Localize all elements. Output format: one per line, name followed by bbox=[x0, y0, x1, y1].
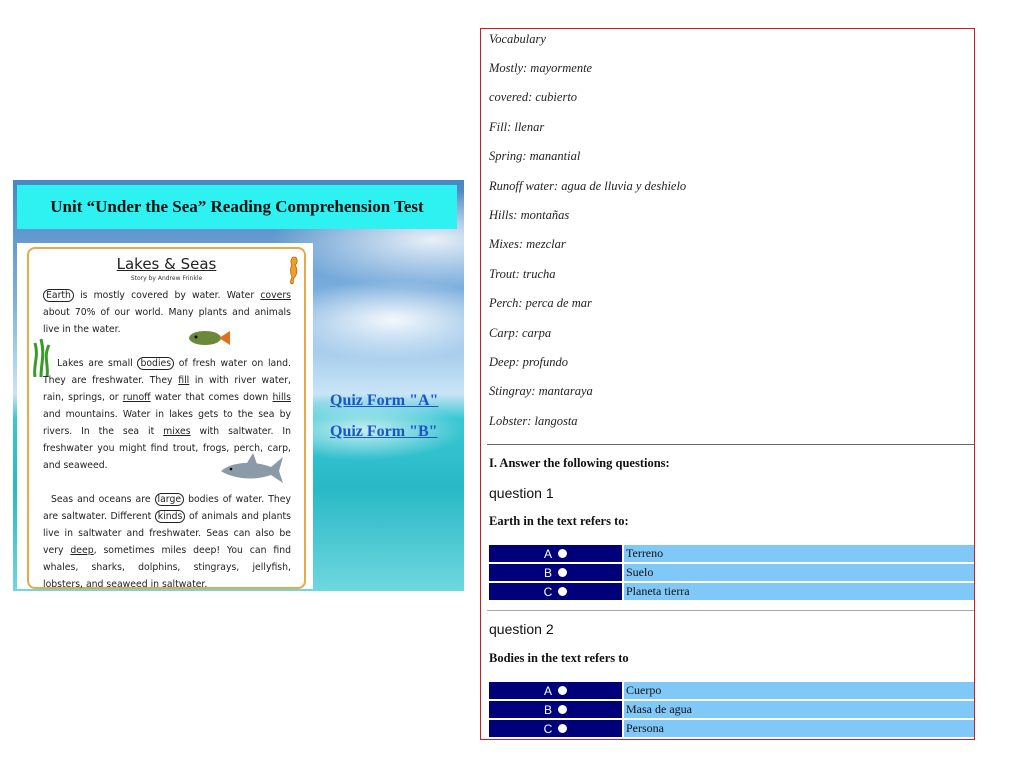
story-title: Lakes & Seas bbox=[116, 255, 217, 273]
vocab-item: Runoff water: agua de lluvia y deshielo bbox=[489, 179, 687, 193]
vocab-item: Hills: montañas bbox=[489, 208, 570, 222]
option-text[interactable]: Masa de agua bbox=[624, 701, 975, 718]
divider bbox=[487, 610, 975, 611]
story-paragraph-2: Lakes are small bodies of fresh water on land. They are freshwater. They fill in with river water, rain, springs, or runoff water that comes down hills and mountains. Water in lakes gets to the sea by rivers. In the sea it mixes with saltwater. In freshwater you might find trout, frogs, perch, carp, and seaweed. bbox=[43, 358, 291, 471]
vocabulary-heading: Vocabulary bbox=[489, 32, 546, 46]
option-letter: C bbox=[543, 721, 553, 736]
option-letter: A bbox=[543, 683, 552, 698]
question-1-option-b[interactable] bbox=[489, 564, 975, 581]
vocab-item: Spring: manantial bbox=[489, 149, 581, 163]
story-paragraph-3: Seas and oceans are large bodies of water. They are saltwater. Different kinds of animals and plants live in saltwater and freshwater. Seas can also be very deep, sometimes miles deep! You can find whales, sharks, dolphins, stingrays, jellyfish, lobsters, and seaweed in saltwater. bbox=[43, 494, 291, 590]
story-author: Story by Andrew Frinkle bbox=[130, 275, 203, 282]
fish-icon bbox=[187, 329, 231, 347]
option-letter-cell bbox=[489, 583, 622, 600]
section-heading: I. Answer the following questions: bbox=[489, 456, 670, 470]
option-letter: C bbox=[543, 584, 553, 599]
question-2-option-a[interactable] bbox=[489, 682, 975, 699]
vocab-item: Deep: profundo bbox=[489, 355, 569, 369]
radio-button[interactable] bbox=[558, 705, 567, 714]
vocab-item: Carp: carpa bbox=[489, 326, 552, 340]
option-letter-cell bbox=[489, 682, 622, 699]
option-text[interactable]: Planeta tierra bbox=[624, 583, 975, 600]
quiz-links bbox=[330, 392, 438, 454]
shark-icon bbox=[219, 453, 285, 485]
vocab-item: Stingray: mantaraya bbox=[489, 384, 593, 398]
vocab-item: Perch: perca de mar bbox=[489, 296, 592, 310]
vocab-item: Mostly: mayormente bbox=[489, 61, 593, 75]
option-letter-cell bbox=[489, 545, 622, 562]
story-frame bbox=[27, 247, 306, 589]
divider bbox=[487, 444, 975, 445]
option-letter: B bbox=[543, 702, 552, 717]
option-text[interactable]: Terreno bbox=[624, 545, 975, 562]
option-text[interactable]: Suelo bbox=[624, 564, 975, 581]
vocab-item: Mixes: mezclar bbox=[489, 237, 566, 251]
option-letter-cell bbox=[489, 701, 622, 718]
question-2-prompt: Bodies in the text refers to bbox=[489, 651, 629, 665]
story-card bbox=[17, 243, 313, 589]
radio-button[interactable] bbox=[558, 568, 567, 577]
option-text[interactable]: Cuerpo bbox=[624, 682, 975, 699]
option-letter-cell bbox=[489, 564, 622, 581]
radio-button[interactable] bbox=[558, 686, 567, 695]
vocab-item: Lobster: langosta bbox=[489, 414, 578, 428]
radio-button[interactable] bbox=[558, 549, 567, 558]
quiz-form-b-link[interactable]: Quiz Form "B" bbox=[330, 423, 438, 440]
banner bbox=[17, 185, 457, 229]
radio-button[interactable] bbox=[558, 587, 567, 596]
question-1-title: question 1 bbox=[489, 485, 554, 501]
vocab-item: Trout: trucha bbox=[489, 267, 556, 281]
question-2-option-b[interactable] bbox=[489, 701, 975, 718]
question-1-option-c[interactable] bbox=[489, 583, 975, 600]
question-1-prompt: Earth in the text refers to: bbox=[489, 514, 629, 528]
option-letter: A bbox=[543, 546, 552, 561]
banner-title: Unit “Under the Sea” Reading Comprehension Test bbox=[50, 197, 424, 216]
question-1-option-a[interactable] bbox=[489, 545, 975, 562]
seahorse-icon bbox=[286, 255, 300, 285]
question-2-option-c[interactable] bbox=[489, 720, 975, 737]
option-letter: B bbox=[543, 565, 552, 580]
option-text[interactable]: Persona bbox=[624, 720, 975, 737]
left-panel bbox=[13, 180, 464, 591]
question-2-title: question 2 bbox=[489, 621, 554, 637]
story-paragraph-1: Earth is mostly covered by water. Water covers about 70% of our world. Many plants and animals live in the water. bbox=[43, 290, 291, 335]
option-letter-cell bbox=[489, 720, 622, 737]
vocab-item: covered: cubierto bbox=[489, 90, 578, 104]
radio-button[interactable] bbox=[558, 724, 567, 733]
quiz-panel bbox=[480, 28, 975, 740]
quiz-form-a-link[interactable]: Quiz Form "A" bbox=[330, 392, 439, 409]
vocab-item: Fill: llenar bbox=[489, 120, 545, 134]
